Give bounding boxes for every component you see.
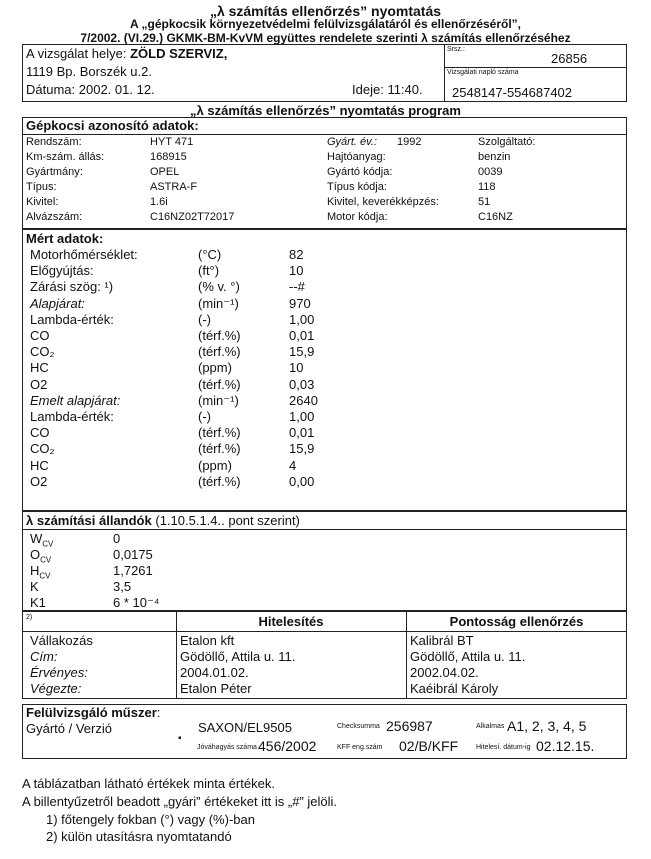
measured-label: Lambda-érték:: [30, 311, 114, 327]
vehicle-label: Alvázszám:: [26, 211, 83, 223]
measured-box: [22, 229, 627, 511]
measured-label: O2: [30, 376, 48, 392]
measured-label: Emelt alapjárat:: [30, 392, 121, 408]
vehicle-label: Km-szám. állás:: [26, 151, 105, 163]
measured-label: Zárási szög: ¹): [30, 279, 114, 295]
measured-label: HC: [30, 360, 49, 376]
checksum-label: Checksumma: [337, 723, 380, 730]
vehicle-label: Gyártó kódja:: [327, 166, 393, 178]
constant-value: 1,7261: [113, 563, 153, 578]
serial-number: 26856: [551, 51, 588, 66]
measured-unit: (térf.%): [198, 473, 241, 489]
measured-value: 0,03: [289, 376, 315, 392]
vehicle-label: Rendszám:: [26, 136, 82, 148]
cert-auth-value: 2004.01.02.: [180, 665, 249, 680]
vehicle-value: C16NZ02T72017: [150, 211, 235, 223]
constant-value: 0,0175: [113, 547, 153, 562]
measured-value: 970: [289, 295, 311, 311]
cert-label: Végezte:: [30, 681, 82, 696]
station-line: A vizsgálat helye: ZÖLD SZERVIZ,: [26, 46, 228, 61]
measured-unit: (térf.%): [198, 441, 241, 457]
footer-line-2: A billentyűzetről beadott „gyári” értékeket itt is „#” jelöli.: [22, 794, 338, 809]
footer-note-2: 2) külön utasításra nyomtatandó: [46, 829, 232, 844]
log-number: 2548147-554687402: [452, 85, 573, 100]
measured-unit: (ppm): [198, 457, 232, 473]
program-title: „λ számítás ellenőrzés” nyomtatás program: [190, 103, 461, 118]
measured-value: 15,9: [289, 344, 315, 360]
measured-title: Mért adatok:: [26, 231, 104, 246]
measured-label: CO: [30, 425, 50, 441]
instrument-title: Felülvizsgáló műszer:: [26, 705, 161, 720]
measured-value: 10: [289, 263, 304, 279]
measured-label: CO₂: [30, 344, 55, 360]
provider-label: Szolgáltató:: [478, 136, 536, 148]
auth-title: Hitelesítés: [258, 614, 324, 629]
cert-prec-value: Kalibrál BT: [410, 633, 474, 648]
measured-unit: (-): [198, 311, 211, 327]
constant-value: 0: [113, 531, 121, 546]
cert-note: 2): [26, 614, 33, 621]
measured-label: Előgyújtás:: [30, 263, 94, 279]
approval-value: 456/2002: [258, 738, 317, 754]
usable-label: Alkalmas: [476, 723, 505, 730]
measured-value: 1,00: [289, 311, 315, 327]
measured-value: 0,00: [289, 473, 315, 489]
kff-label: KFF eng.szám: [337, 744, 383, 751]
page-title: „λ számítás ellenőrzés” nyomtatás: [209, 3, 442, 19]
vehicle-label: Motor kódja:: [327, 211, 388, 223]
measured-label: Motorhőmérséklet:: [30, 247, 138, 262]
measured-label: CO: [30, 328, 50, 343]
constants-title: λ számítási állandók (1.10.5.1.4.. pont szerint): [26, 513, 300, 528]
measured-label: CO₂: [30, 441, 55, 457]
measured-unit: (ft°): [198, 263, 220, 279]
maker-label: Gyártó / Verzió: [26, 721, 112, 736]
validity-label: Hitelesí. dátum-ig: [476, 744, 531, 751]
vehicle-label: Hajtóanyag:: [327, 151, 386, 163]
measured-value: 2640: [289, 392, 318, 408]
vehicle-value: 51: [478, 196, 491, 208]
maker-value: SAXON/EL9505: [198, 720, 292, 735]
cert-prec-value: Gödöllő, Attila u. 11.: [410, 649, 526, 664]
measured-unit: (min⁻¹): [198, 295, 239, 311]
vehicle-value: OPEL: [150, 166, 180, 178]
time-label: Ideje: 11:40.: [352, 82, 423, 97]
constant-value: 3,5: [113, 579, 132, 594]
measured-value: 4: [289, 457, 297, 473]
measured-unit: (min⁻¹): [198, 392, 239, 408]
station-address: 1119 Bp. Borszék u.2.: [26, 64, 152, 79]
serial-label: Srsz.:: [447, 46, 465, 53]
cert-label: Vállakozás: [30, 633, 93, 648]
measured-label: Alapjárat:: [30, 295, 85, 311]
vehicle-value: ASTRA-F: [150, 181, 198, 193]
measured-value: 1,00: [289, 409, 315, 424]
cert-prec-value: Kaéibrál Károly: [410, 681, 499, 696]
cert-label: Érvényes:: [30, 665, 88, 680]
vehicle-value: 1.6i: [150, 196, 168, 208]
vehicle-value: 118: [478, 181, 496, 193]
approval-label: Jóváhagyás száma: [197, 744, 257, 751]
measured-unit: (°C): [198, 247, 222, 262]
usable-value: A1, 2, 3, 4, 5: [507, 718, 587, 734]
vehicle-label: Gyártmány:: [26, 166, 83, 178]
vehicle-value: 0039: [478, 166, 503, 178]
measured-value: --#: [289, 279, 305, 295]
subtitle-line: A „gépkocsik környezetvédelmi felülvizsgálatáról és ellenőrzéséről”,: [129, 17, 522, 31]
bullet: ▪: [178, 733, 182, 744]
measured-value: 82: [289, 247, 304, 262]
cert-label: Cím:: [30, 649, 58, 664]
measured-unit: (térf.%): [198, 344, 241, 360]
measured-unit: (térf.%): [198, 425, 241, 441]
date-label: Dátuma: 2002. 01. 12.: [26, 82, 155, 97]
prec-title: Pontosság ellenőrzés: [449, 614, 584, 629]
measured-label: Lambda-érték:: [30, 409, 114, 424]
constant-value: 6 * 10⁻⁴: [113, 595, 160, 610]
vehicle-label: Típus:: [26, 181, 57, 193]
footer-line-1: A táblázatban látható értékek minta értékek.: [22, 776, 275, 791]
vehicle-label: Gyárt. év.:: [327, 136, 377, 148]
footer-note-1: 1) főtengely fokban (°) vagy (%)-ban: [46, 812, 255, 827]
vehicle-label: Kivitel, keverékképzés:: [327, 196, 439, 208]
measured-value: 15,9: [289, 441, 315, 457]
vehicle-label: Kivitel:: [26, 196, 59, 208]
vehicle-value: C16NZ: [478, 211, 513, 223]
measured-value: 0,01: [289, 425, 315, 441]
vehicle-value: HYT 471: [150, 136, 194, 148]
cert-auth-value: Gödöllő, Attila u. 11.: [180, 649, 296, 664]
measured-label: O2: [30, 473, 48, 489]
measured-unit: (-): [198, 409, 211, 424]
checksum-value: 256987: [386, 718, 433, 734]
regulation-line: 7/2002. (VI.29.) GKMK-BM-KvVM együttes rendelete szerinti λ számítás ellenőrzéséhez: [80, 31, 571, 45]
vehicle-value: 1992: [397, 136, 422, 148]
measured-unit: (térf.%): [198, 376, 241, 392]
kff-value: 02/B/KFF: [399, 738, 459, 754]
vehicle-value: benzin: [478, 151, 511, 163]
cert-auth-value: Etalon kft: [180, 633, 235, 648]
cert-auth-value: Etalon Péter: [180, 681, 252, 696]
log-label: Vizsgálati napló száma: [447, 69, 519, 76]
measured-value: 0,01: [289, 328, 315, 343]
vehicle-value: 168915: [150, 151, 187, 163]
cert-prec-value: 2002.04.02.: [410, 665, 479, 680]
vehicle-title: Gépkocsi azonosító adatok:: [26, 118, 199, 133]
measured-label: HC: [30, 457, 49, 473]
measured-value: 10: [289, 360, 304, 376]
measured-unit: (% v. °): [198, 279, 240, 295]
measured-unit: (ppm): [198, 360, 232, 376]
vehicle-label: Típus kódja:: [327, 181, 387, 193]
measured-unit: (térf.%): [198, 328, 241, 343]
validity-value: 02.12.15.: [536, 738, 595, 754]
